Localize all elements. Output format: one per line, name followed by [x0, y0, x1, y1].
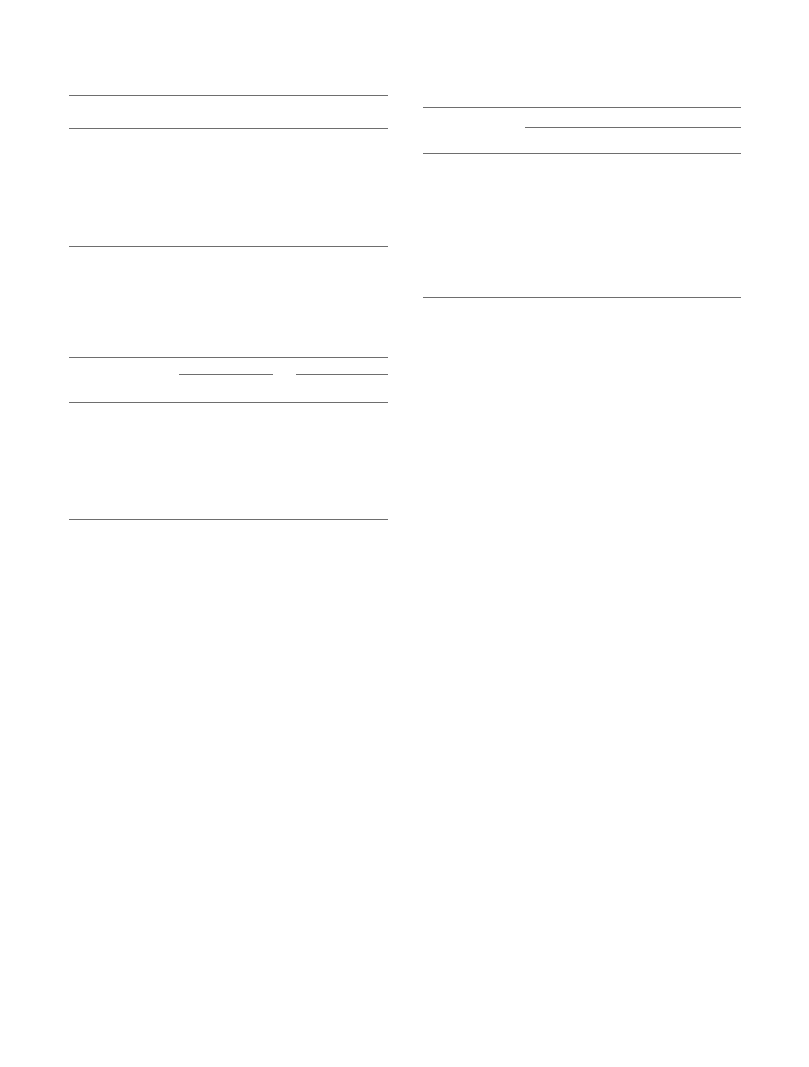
- table-2-top-rule: [69, 357, 388, 358]
- table-2-spanner-rule-b: [296, 374, 388, 375]
- table-1-bottom-rule: [69, 246, 388, 247]
- table-3-header-rule: [423, 153, 741, 154]
- table-3-top-rule: [423, 107, 741, 108]
- table-2-header-rule: [69, 402, 388, 403]
- table-2-bottom-rule: [69, 519, 388, 520]
- table-3-spanner-rule: [525, 127, 741, 128]
- table-1-top-rule: [69, 95, 388, 96]
- table-3-bottom-rule: [423, 297, 741, 298]
- table-1-header-rule: [69, 128, 388, 129]
- table-2-spanner-rule-a: [179, 374, 273, 375]
